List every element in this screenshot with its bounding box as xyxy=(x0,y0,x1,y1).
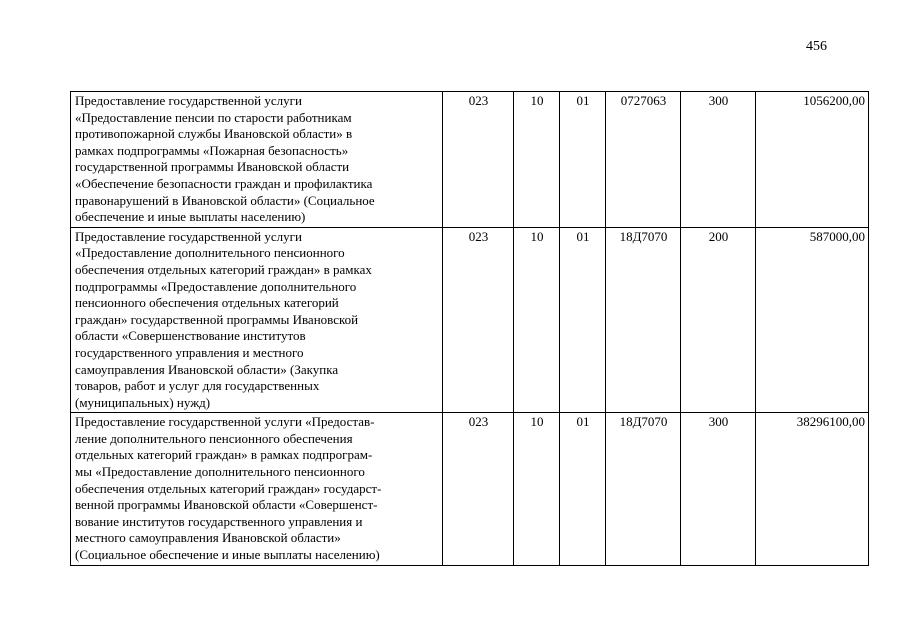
description-line: (Социальное обеспечение и иные выплаты населению) xyxy=(75,547,380,563)
ministry-code: 023 xyxy=(443,92,514,228)
budget-table xyxy=(70,91,869,566)
page-number: 456 xyxy=(806,39,827,54)
description-line: венной программы Ивановской области «Совершенст- xyxy=(75,497,378,513)
row-description xyxy=(71,227,443,413)
description-line: самоуправления Ивановской области» (Закупка xyxy=(75,361,339,377)
description-line: ление дополнительного пенсионного обеспечения xyxy=(75,430,353,446)
description-line: области «Совершенствование институтов xyxy=(75,328,306,344)
table-row xyxy=(71,413,869,565)
target-code: 0727063 xyxy=(606,92,681,228)
description-line: противопожарной службы Ивановской области» в xyxy=(75,126,353,142)
target-code: 18Д7070 xyxy=(606,413,681,565)
description-line: пенсионного обеспечения отдельных категорий xyxy=(75,295,339,311)
section-code: 10 xyxy=(514,413,560,565)
ministry-code: 023 xyxy=(443,227,514,413)
description-line: обеспечения отдельных категорий граждан» государст- xyxy=(75,480,382,496)
table-row xyxy=(71,92,869,228)
subsection-code: 01 xyxy=(560,227,606,413)
description-line: Предоставление государственной услуги xyxy=(75,228,302,244)
expense-type-code: 200 xyxy=(681,227,756,413)
amount-cell: 587000,00 xyxy=(756,227,869,413)
description-line: обеспечения отдельных категорий граждан» в рамках xyxy=(75,261,372,277)
description-line: (муниципальных) нужд) xyxy=(75,394,211,410)
table-row xyxy=(71,227,869,413)
description-line: государственного управления и местного xyxy=(75,344,304,360)
budget-table-body xyxy=(71,92,869,566)
description-line: вование институтов государственного управления и xyxy=(75,513,363,529)
description-line: отдельных категорий граждан» в рамках подпрограм- xyxy=(75,447,373,463)
subsection-code: 01 xyxy=(560,413,606,565)
description-line: правонарушений в Ивановской области» (Социальное xyxy=(75,192,375,208)
ministry-code: 023 xyxy=(443,413,514,565)
row-description xyxy=(71,413,443,565)
description-line: «Обеспечение безопасности граждан и профилактика xyxy=(75,175,373,191)
description-line: Предоставление государственной услуги xyxy=(75,93,302,108)
section-code: 10 xyxy=(514,227,560,413)
expense-type-code: 300 xyxy=(681,92,756,228)
subsection-code: 01 xyxy=(560,92,606,228)
description-line: обеспечение и иные выплаты населению) xyxy=(75,209,306,225)
description-line: подпрограммы «Предоставление дополнительного xyxy=(75,278,357,294)
description-line: государственной программы Ивановской области xyxy=(75,159,350,175)
description-line: граждан» государственной программы Ивановской xyxy=(75,311,359,327)
description-line: Предоставление государственной услуги «Предостав- xyxy=(75,414,375,430)
description-line: «Предоставление дополнительного пенсионного xyxy=(75,245,345,261)
section-code: 10 xyxy=(514,92,560,228)
description-line: «Предоставление пенсии по старости работникам xyxy=(75,109,352,125)
target-code: 18Д7070 xyxy=(606,227,681,413)
amount-cell: 38296100,00 xyxy=(756,413,869,565)
row-description xyxy=(71,92,443,228)
description-line: мы «Предоставление дополнительного пенсионного xyxy=(75,464,365,480)
expense-type-code: 300 xyxy=(681,413,756,565)
description-line: местного самоуправления Ивановской области» xyxy=(75,530,341,546)
description-line: рамках подпрограммы «Пожарная безопасность» xyxy=(75,142,349,158)
amount-cell: 1056200,00 xyxy=(756,92,869,228)
description-line: товаров, работ и услуг для государственных xyxy=(75,378,320,394)
